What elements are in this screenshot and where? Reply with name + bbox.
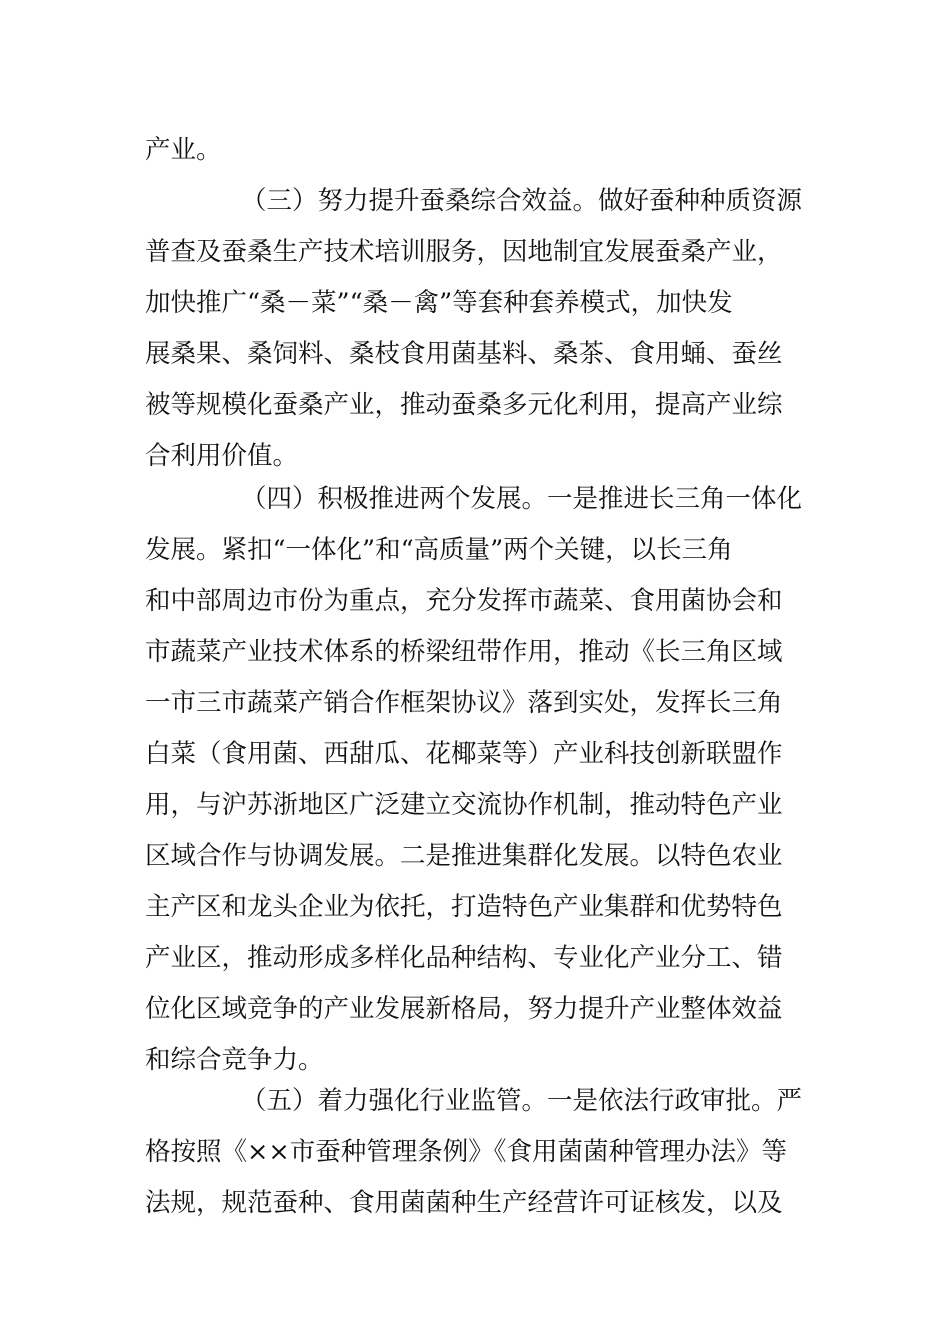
- line: 法规，规范蚕种、食用菌菌种生产经营许可证核发，以及: [145, 1188, 783, 1218]
- line: 产业区，推动形成多样化品种结构、专业化产业分工、错: [145, 943, 783, 973]
- line: 格按照《××市蚕种管理条例》《食用菌菌种管理办法》等: [145, 1137, 787, 1167]
- line: 白菜（食用菌、西甜瓜、花椰菜等）产业科技创新联盟作: [145, 739, 783, 769]
- body-text: [145, 176, 807, 482]
- line-indent: （五）着力强化行业监管。一是依法行政审批。严: [241, 1086, 803, 1116]
- paragraph-section-3: [145, 176, 807, 482]
- line: 主产区和龙头企业为依托，打造特色产业集群和优势特色: [145, 892, 783, 922]
- paragraph-section-4: [145, 474, 807, 1086]
- line: 普查及蚕桑生产技术培训服务，因地制宜发展蚕桑产业，: [145, 237, 783, 267]
- line: 被等规模化蚕桑产业，推动蚕桑多元化利用，提高产业综: [145, 390, 783, 420]
- paragraph-continuation: [145, 125, 807, 176]
- line: 产业。: [145, 135, 222, 165]
- body-text: [145, 125, 807, 176]
- line: 用，与沪苏浙地区广泛建立交流协作机制，推动特色产业: [145, 790, 783, 820]
- line: 市蔬菜产业技术体系的桥梁纽带作用，推动《长三角区域: [145, 637, 783, 667]
- body-text: [145, 1076, 807, 1229]
- line-indent: （三）努力提升蚕桑综合效益。做好蚕种种质资源: [241, 186, 803, 216]
- line: 发展。紧扣“一体化”和“高质量”两个关键，以长三角: [145, 535, 733, 565]
- line: 区域合作与协调发展。二是推进集群化发展。以特色农业: [145, 841, 783, 871]
- line: 合利用价值。: [145, 441, 299, 471]
- line: 和中部周边市份为重点，充分发挥市蔬菜、食用菌协会和: [145, 586, 783, 616]
- line: 和综合竞争力。: [145, 1045, 324, 1075]
- line-indent: （四）积极推进两个发展。一是推进长三角一体化: [241, 484, 803, 514]
- paragraph-section-5: [145, 1076, 807, 1229]
- line: 展桑果、桑饲料、桑枝食用菌基料、桑茶、食用蛹、蚕丝: [145, 339, 783, 369]
- line: 位化区域竞争的产业发展新格局，努力提升产业整体效益: [145, 994, 783, 1024]
- line: 加快推广“桑－菜”“桑－禽”等套种套养模式，加快发: [145, 288, 733, 318]
- body-text: [145, 474, 807, 1086]
- line: 一市三市蔬菜产销合作框架协议》落到实处，发挥长三角: [145, 688, 783, 718]
